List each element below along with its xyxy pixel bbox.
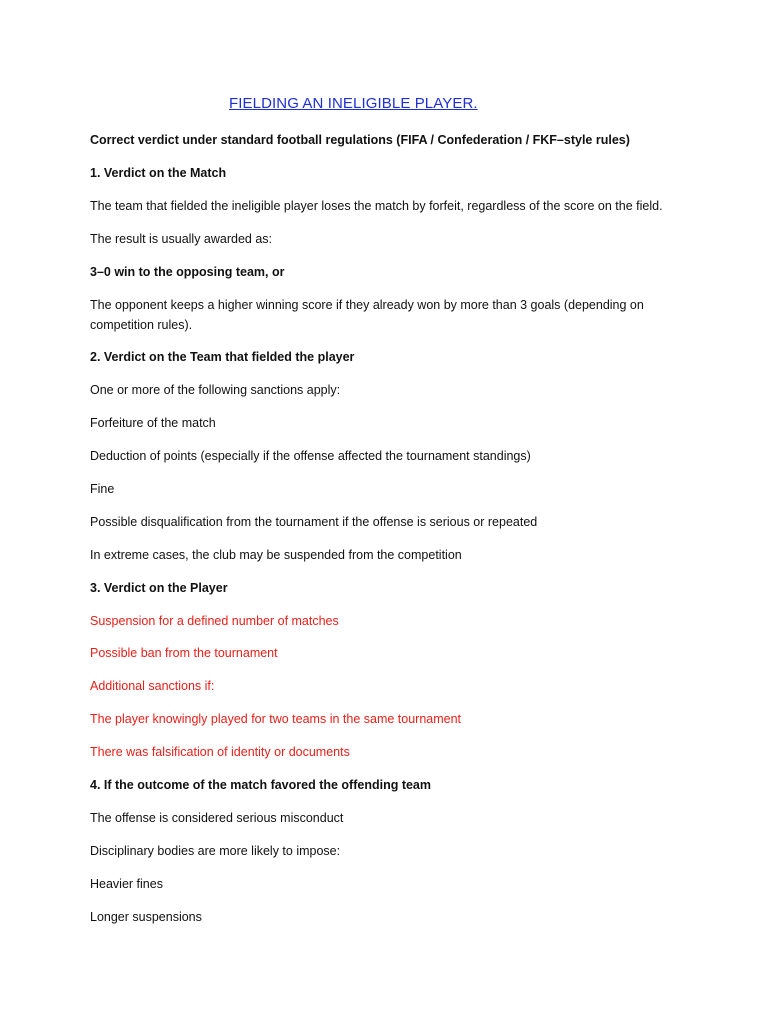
list-item: In extreme cases, the club may be suspended from the competition: [90, 548, 462, 562]
paragraph: The offense is considered serious misconduct: [90, 811, 344, 825]
list-item-highlighted: Additional sanctions if:: [90, 679, 215, 693]
list-item-highlighted: There was falsification of identity or documents: [90, 745, 350, 759]
list-item: Fine: [90, 482, 115, 496]
list-item-highlighted: The player knowingly played for two teams in the same tournament: [90, 712, 462, 726]
result-heading: 3–0 win to the opposing team, or: [90, 265, 285, 279]
list-item: Forfeiture of the match: [90, 416, 216, 430]
paragraph: The result is usually awarded as:: [90, 232, 273, 246]
list-item: Deduction of points (especially if the offense affected the tournament standings): [90, 449, 531, 463]
section-heading-player: 3. Verdict on the Player: [90, 581, 228, 595]
section-heading-outcome: 4. If the outcome of the match favored the offending team: [90, 778, 432, 792]
list-item: Heavier fines: [90, 877, 163, 891]
list-item-highlighted: Suspension for a defined number of matches: [90, 614, 339, 628]
list-item: Possible disqualification from the tournament if the offense is serious or repeated: [90, 515, 538, 529]
paragraph: One or more of the following sanctions apply:: [90, 383, 341, 397]
list-item-highlighted: Possible ban from the tournament: [90, 646, 278, 660]
paragraph: The opponent keeps a higher winning score if they already won by more than 3 goals (depending on competition rules).: [90, 298, 644, 332]
section-heading-team: 2. Verdict on the Team that fielded the player: [90, 350, 355, 364]
paragraph: Disciplinary bodies are more likely to impose:: [90, 844, 341, 858]
subtitle: Correct verdict under standard football regulations (FIFA / Confederation / FKF–style rules): [90, 133, 630, 147]
paragraph: The team that fielded the ineligible player loses the match by forfeit, regardless of the score on the field.: [90, 199, 663, 213]
section-heading-match: 1. Verdict on the Match: [90, 166, 227, 180]
document-title: FIELDING AN INELIGIBLE PLAYER.: [229, 95, 478, 112]
list-item: Longer suspensions: [90, 910, 202, 924]
